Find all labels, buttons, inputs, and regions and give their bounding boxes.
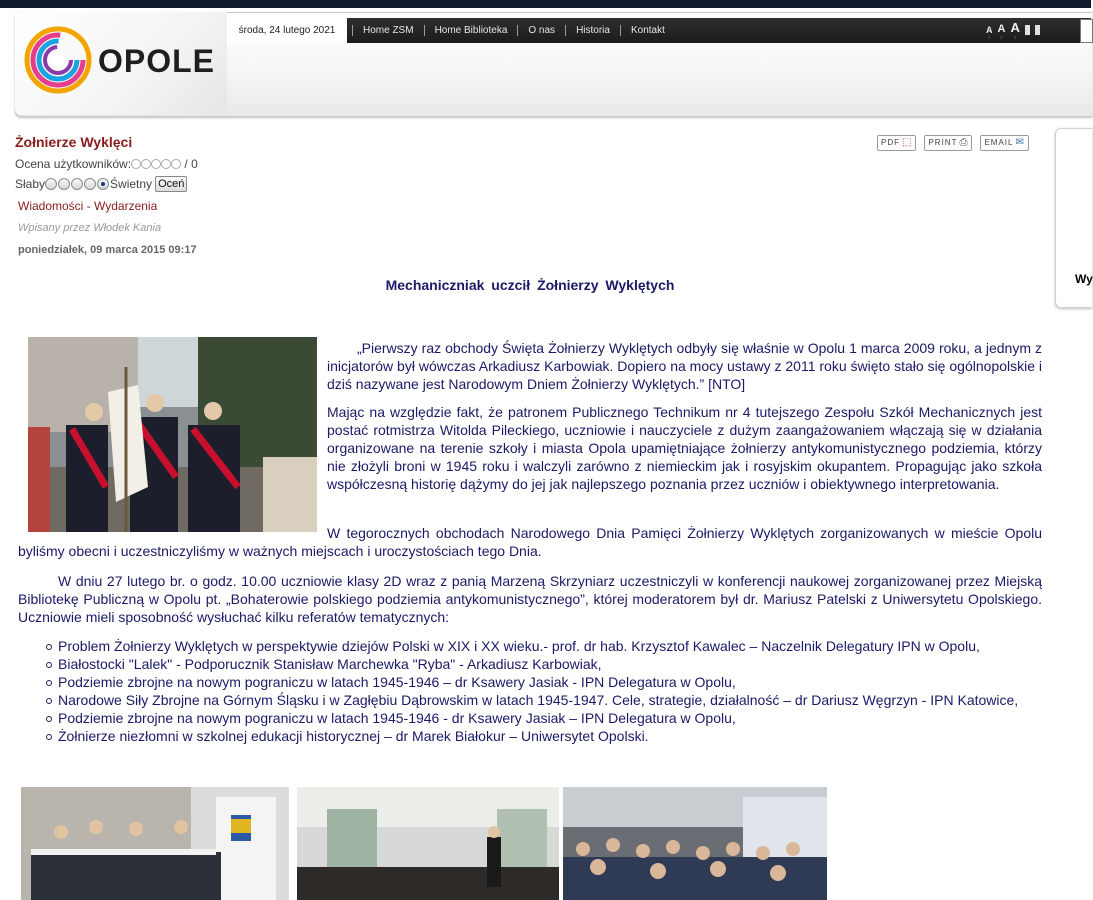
wide-layout-icon[interactable] [1035, 25, 1040, 35]
category-link[interactable]: Wiadomości - Wydarzenia [18, 199, 158, 213]
nav-kontakt[interactable]: Kontakt [620, 25, 675, 36]
envelope-icon: ✉ [1015, 137, 1025, 148]
list-item: Podziemie zbrojne na nowym pograniczu w latach 1945-1946 – dr Ksawery Jasiak - IPN Delegatura w Opolu, [40, 673, 1040, 691]
list-item: Podziemie zbrojne na nowym pograniczu w latach 1945-1946 - dr Ksawery Jasiak – IPN Delegatura w Opolu, [40, 709, 1040, 727]
article-paragraph-1: „Pierwszy raz obchody Święta Żołnierzy Wyklętych odbyły się właśnie w Opolu 1 marca 2009 roku, a jednym z inicjatorów był wówczas Arkadiusz Karbowiak. Dopiero na mocy ustawy z 2011 roku święto stało się ogólnopolskie i dziś nazywane jest Narodowym Dniem Żołnierzy Wyklętych.” [NTO] [327, 340, 1042, 392]
vote-radio-3[interactable] [71, 178, 83, 190]
font-size-controls [986, 20, 1040, 41]
article-heading: Mechaniczniak uczcił Żołnierzy Wyklętych [385, 277, 675, 293]
rating-stars-icon [131, 158, 181, 172]
print-button[interactable]: PRINT ⎙ [924, 135, 972, 151]
user-rating [15, 157, 198, 172]
ceremony-photo [28, 337, 317, 532]
section-title[interactable]: Żołnierze Wyklęci [15, 134, 133, 150]
font-larger-button[interactable]: A ◦ [1010, 20, 1020, 42]
vote-form [15, 176, 187, 192]
rate-button[interactable]: Oceń [155, 176, 187, 192]
created-date: poniedziałek, 09 marca 2015 09:17 [18, 244, 197, 256]
main-nav [352, 18, 675, 43]
pdf-button[interactable]: PDF ⬚ [877, 135, 916, 151]
nav-home-zsm[interactable]: Home ZSM [352, 25, 424, 36]
list-item: Narodowe Siły Zbrojne na Górnym Śląsku i w Zagłębiu Dąbrowskim w latach 1945-1947. Cele, strategie, działalność – dr Dariusz Węgrzyn - IPN Katowice, [40, 691, 1040, 709]
list-item: Problem Żołnierzy Wyklętych w perspektywie dziejów Polski w XIX i XX wieku.- prof. dr hab. Krzysztof Kawalec – Naczelnik Delegatury IPN w Opolu, [40, 637, 1040, 655]
article-paragraph-2: Mając na względzie fakt, że patronem Publicznego Technikum nr 4 tutejszego Zespołu Szkół Mechanicznych jest postać rotmistrza Witolda Pileckiego, uczniowie i nauczyciele z dużym zaangażowaniem włączają się w działania organizowane na terenie szkoły i miasta Opola upamiętniające żołnierzy antykomunistycznego podziemia, którzy nie złożyli broni w 1945 roku i walczyli zarówno z niemieckim jak i rosyjskim okupantem. Propagując jako szkoła współczesną historię dążymy do jej jak najlepszego poznania przez uczniów i obiektywnego interpretowania. [327, 404, 1042, 492]
email-button[interactable]: EMAIL ✉ [980, 135, 1028, 151]
article-paragraph-3: W tegorocznych obchodach Narodowego Dnia Pamięci Żołnierzy Wyklętych zorganizowanych w mieście Opolu byliśmy obecni i uczestniczyliśmy w ważnych miejscach i uroczystościach tego Dnia. [18, 525, 1042, 559]
article-tools [877, 135, 1029, 151]
printer-icon: ⎙ [959, 137, 969, 148]
top-strip [0, 0, 1091, 8]
list-item: Białostocki "Lalek" - Podporucznik Stanisław Marchewka "Ryba" - Arkadiusz Karbowiak, [40, 655, 1040, 673]
opole-logo-icon [24, 26, 92, 94]
vote-radio-1[interactable] [45, 178, 57, 190]
conference-panel-photo[interactable] [21, 787, 289, 900]
nav-o-nas[interactable]: O nas [517, 25, 565, 36]
vote-radio-2[interactable] [58, 178, 70, 190]
lecture-list [40, 637, 1040, 745]
vote-high-label: Świetny [110, 177, 153, 191]
nav-home-biblioteka[interactable]: Home Biblioteka [424, 25, 518, 36]
font-smaller-button[interactable]: A ◦ [986, 25, 993, 42]
vote-radio-4[interactable] [84, 178, 96, 190]
rating-value: / 0 [184, 157, 198, 171]
photo-gallery [21, 787, 829, 900]
conference-hall-photo[interactable] [297, 787, 559, 900]
font-default-button[interactable]: A ◦ [997, 23, 1006, 42]
search-input[interactable] [1080, 19, 1093, 43]
audience-photo[interactable] [563, 787, 827, 900]
article-paragraph-4: W dniu 27 lutego br. o godz. 10.00 uczniowie klasy 2D wraz z panią Marzeną Skrzyniarz uczestniczyli w konferencji naukowej zorganizowanej przez Miejską Bibliotekę Publiczną w Opolu pt. „Bohaterowie polskiego podziemia antykomunistycznego”, której moderatorem był dr. Mariusz Patelski z Uniwersytetu Opolskiego. Uczniowie mieli sposobność wysłuchać kilku referatów tematycznych: [18, 573, 1042, 625]
vote-low-label: Słaby [15, 177, 46, 191]
vote-radio-5[interactable] [97, 178, 109, 190]
list-item: Żołnierze niezłomni w szkolnej edukacji historycznej – dr Marek Białokur – Uniwersytet Opolski. [40, 727, 1040, 745]
side-widget-label: Wy [1075, 272, 1093, 286]
rating-label: Ocena użytkowników: [15, 157, 132, 171]
brand-name: OPOLE [98, 43, 216, 79]
nav-historia[interactable]: Historia [565, 25, 620, 36]
narrow-layout-icon[interactable] [1025, 25, 1030, 35]
current-date: środa, 24 lutego 2021 [227, 18, 347, 43]
author: Wpisany przez Włodek Kania [18, 222, 162, 234]
pdf-icon: ⬚ [902, 137, 913, 148]
